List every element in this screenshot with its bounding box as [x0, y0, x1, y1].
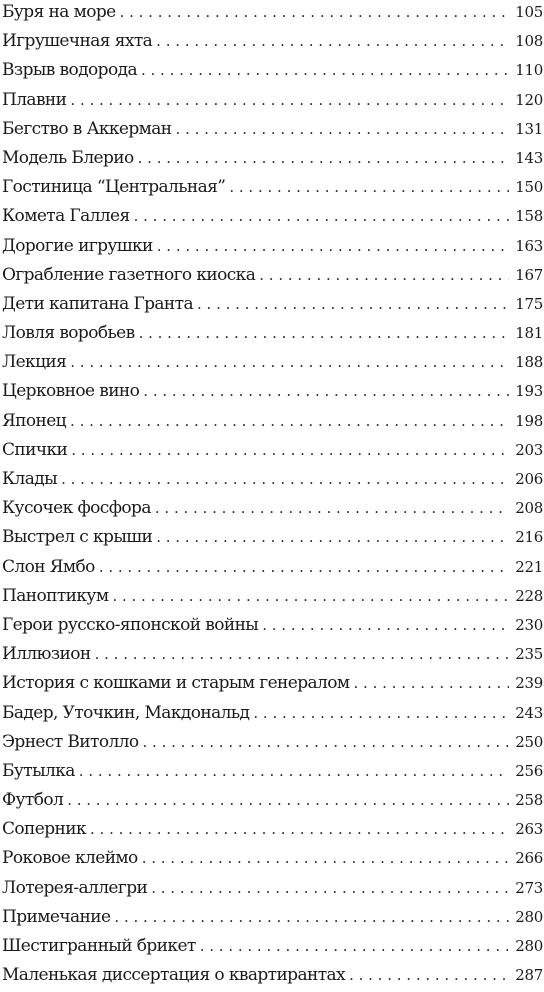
toc-entry-title: Церковное вино	[2, 381, 140, 402]
toc-entry-title: История с кошками и старым генералом	[2, 673, 350, 694]
dot-leader	[70, 410, 509, 432]
toc-entry-title: Бутылка	[2, 760, 75, 781]
dot-leader	[95, 643, 509, 665]
toc-entry[interactable]	[2, 234, 543, 263]
toc-entry-page-number: 105	[515, 3, 543, 21]
toc-entry[interactable]	[2, 525, 543, 554]
toc-entry-page-number: 243	[515, 703, 543, 722]
toc-entry-title: Дорогие игрушки	[2, 235, 153, 256]
toc-entry-title: Игрушечная яхта	[2, 31, 153, 52]
toc-entry-page-number: 221	[515, 557, 543, 576]
toc-entry[interactable]	[2, 204, 543, 233]
dot-leader	[142, 847, 509, 869]
toc-entry[interactable]	[2, 963, 543, 992]
toc-entry-title: Слон Ямбо	[2, 556, 95, 577]
toc-entry[interactable]	[2, 146, 543, 175]
dot-leader	[141, 59, 509, 81]
toc-entry-page-number: 256	[515, 761, 543, 780]
toc-entry-title: Плавни	[2, 89, 67, 110]
toc-entry[interactable]	[2, 613, 543, 642]
dot-leader	[139, 322, 509, 344]
dot-leader	[176, 118, 509, 140]
toc-entry-page-number: 198	[515, 411, 543, 430]
toc-entry[interactable]	[2, 409, 543, 438]
dot-leader	[157, 235, 509, 257]
toc-entry[interactable]	[2, 788, 543, 817]
toc-entry-title: Японец	[2, 410, 67, 431]
toc-entry[interactable]	[2, 496, 543, 525]
toc-entry-title: Ловля воробьев	[2, 323, 135, 344]
toc-entry[interactable]	[2, 467, 543, 496]
toc-entry-page-number: 110	[515, 61, 543, 80]
toc-entry[interactable]	[2, 846, 543, 875]
toc-entry-title: Взрыв водорода	[2, 60, 137, 81]
toc-entry-page-number: 206	[515, 470, 543, 488]
dot-leader	[134, 205, 509, 227]
toc-entry-page-number: 158	[515, 207, 543, 226]
toc-entry-title: Клады	[2, 469, 58, 489]
toc-entry-title: Иллюзион	[2, 644, 91, 665]
dot-leader	[197, 293, 509, 315]
toc-entry-page-number: 230	[515, 615, 543, 634]
toc-entry-title: Буря на море	[2, 2, 116, 22]
toc-entry-page-number: 216	[515, 528, 543, 547]
toc-entry[interactable]	[2, 701, 543, 730]
dot-leader	[112, 585, 509, 607]
toc-entry-page-number: 287	[515, 966, 543, 985]
toc-entry-title: Бадер, Уточкин, Макдональд	[2, 702, 250, 723]
toc-entry-page-number: 167	[515, 265, 543, 284]
dot-leader	[143, 380, 509, 402]
toc-entry[interactable]	[2, 555, 543, 584]
dot-leader	[229, 176, 509, 198]
toc-entry-page-number: 273	[515, 878, 543, 897]
toc-entry-title: Дети капитана Гранта	[2, 293, 193, 314]
dot-leader	[70, 89, 509, 111]
toc-entry-title: Эрнест Витолло	[2, 731, 139, 752]
toc-entry[interactable]	[2, 876, 543, 905]
toc-entry-page-number: 228	[515, 586, 543, 605]
toc-entry-title: Соперник	[2, 819, 87, 840]
toc-entry-title: Комета Галлея	[2, 206, 130, 227]
toc-entry-page-number: 263	[515, 820, 543, 839]
toc-entry[interactable]	[2, 642, 543, 671]
toc-entry-page-number: 163	[515, 236, 543, 255]
toc-entry-title: Лотерея-аллегри	[2, 877, 148, 898]
toc-entry-page-number: 239	[515, 674, 543, 693]
toc-entry[interactable]	[2, 584, 543, 613]
dot-leader	[70, 351, 509, 373]
dot-leader	[67, 789, 509, 811]
toc-entry[interactable]	[2, 379, 543, 408]
toc-entry-page-number: 143	[515, 148, 543, 167]
toc-entry-title: Шестигранный брикет	[2, 936, 196, 956]
toc-entry-page-number: 131	[515, 119, 543, 138]
toc-entry-page-number: 266	[515, 849, 543, 868]
toc-entry-title: Гостиница “Центральная”	[2, 177, 226, 198]
toc-entry-title: Герои русско-японской войны	[2, 614, 259, 635]
toc-entry-title: Ограбление газетного киоска	[2, 264, 256, 285]
toc-entry-page-number: 280	[515, 907, 543, 926]
toc-entry[interactable]	[2, 321, 543, 350]
dot-leader	[156, 526, 509, 548]
toc-entry-title: Маленькая диссертация о квартирантах	[2, 965, 346, 986]
dot-leader	[61, 468, 509, 490]
toc-entry[interactable]	[2, 350, 543, 379]
dot-leader	[349, 964, 509, 986]
toc-entry[interactable]	[2, 671, 543, 700]
toc-entry-page-number: 258	[515, 791, 543, 810]
dot-leader	[151, 877, 509, 899]
dot-leader	[253, 702, 509, 724]
dot-leader	[114, 906, 509, 928]
toc-entry-title: Футбол	[2, 790, 64, 811]
toc-entry[interactable]	[2, 934, 543, 963]
toc-entry-page-number: 250	[515, 732, 543, 751]
toc-entry-title: Роковое клеймо	[2, 848, 138, 869]
dot-leader	[71, 439, 509, 461]
toc-entry-page-number: 193	[515, 382, 543, 401]
dot-leader	[262, 614, 509, 636]
toc-entry-page-number: 120	[515, 90, 543, 109]
toc-entry-page-number: 280	[515, 937, 543, 955]
toc-entry[interactable]	[2, 175, 543, 204]
toc-entry[interactable]	[2, 292, 543, 321]
toc-entry-title: Кусочек фосфора	[2, 498, 151, 519]
table-of-contents	[2, 0, 543, 992]
toc-entry-page-number: 150	[515, 178, 543, 197]
dot-leader	[200, 935, 509, 957]
toc-entry-page-number: 181	[515, 324, 543, 343]
dot-leader	[156, 30, 509, 52]
dot-leader	[99, 556, 509, 578]
toc-entry-page-number: 175	[515, 294, 543, 313]
toc-entry[interactable]	[2, 117, 543, 146]
dot-leader	[155, 497, 509, 519]
toc-entry-page-number: 108	[515, 32, 543, 51]
toc-entry-page-number: 188	[515, 353, 543, 372]
toc-entry[interactable]	[2, 730, 543, 759]
toc-entry[interactable]	[2, 0, 543, 29]
dot-leader	[79, 760, 509, 782]
dot-leader	[354, 672, 509, 694]
toc-entry[interactable]	[2, 759, 543, 788]
dot-leader	[143, 731, 509, 753]
toc-entry-page-number: 208	[515, 499, 543, 518]
toc-entry-title: Спички	[2, 439, 68, 460]
toc-entry-page-number: 235	[515, 645, 543, 664]
toc-entry[interactable]	[2, 438, 543, 467]
toc-entry-title: Примечание	[2, 906, 111, 927]
toc-entry[interactable]	[2, 88, 543, 117]
toc-entry[interactable]	[2, 58, 543, 87]
toc-entry-title: Паноптикум	[2, 585, 109, 606]
toc-entry[interactable]	[2, 905, 543, 934]
toc-entry-page-number: 203	[515, 440, 543, 459]
toc-entry-title: Модель Блерио	[2, 147, 134, 168]
dot-leader	[90, 818, 509, 840]
toc-entry[interactable]	[2, 263, 543, 292]
toc-entry[interactable]	[2, 817, 543, 846]
toc-entry[interactable]	[2, 29, 543, 58]
dot-leader	[259, 264, 509, 286]
toc-entry-title: Выстрел с крыши	[2, 527, 153, 548]
toc-entry-title: Лекция	[2, 352, 67, 373]
dot-leader	[120, 1, 509, 23]
toc-entry-title: Бегство в Аккерман	[2, 118, 172, 139]
dot-leader	[138, 147, 509, 169]
